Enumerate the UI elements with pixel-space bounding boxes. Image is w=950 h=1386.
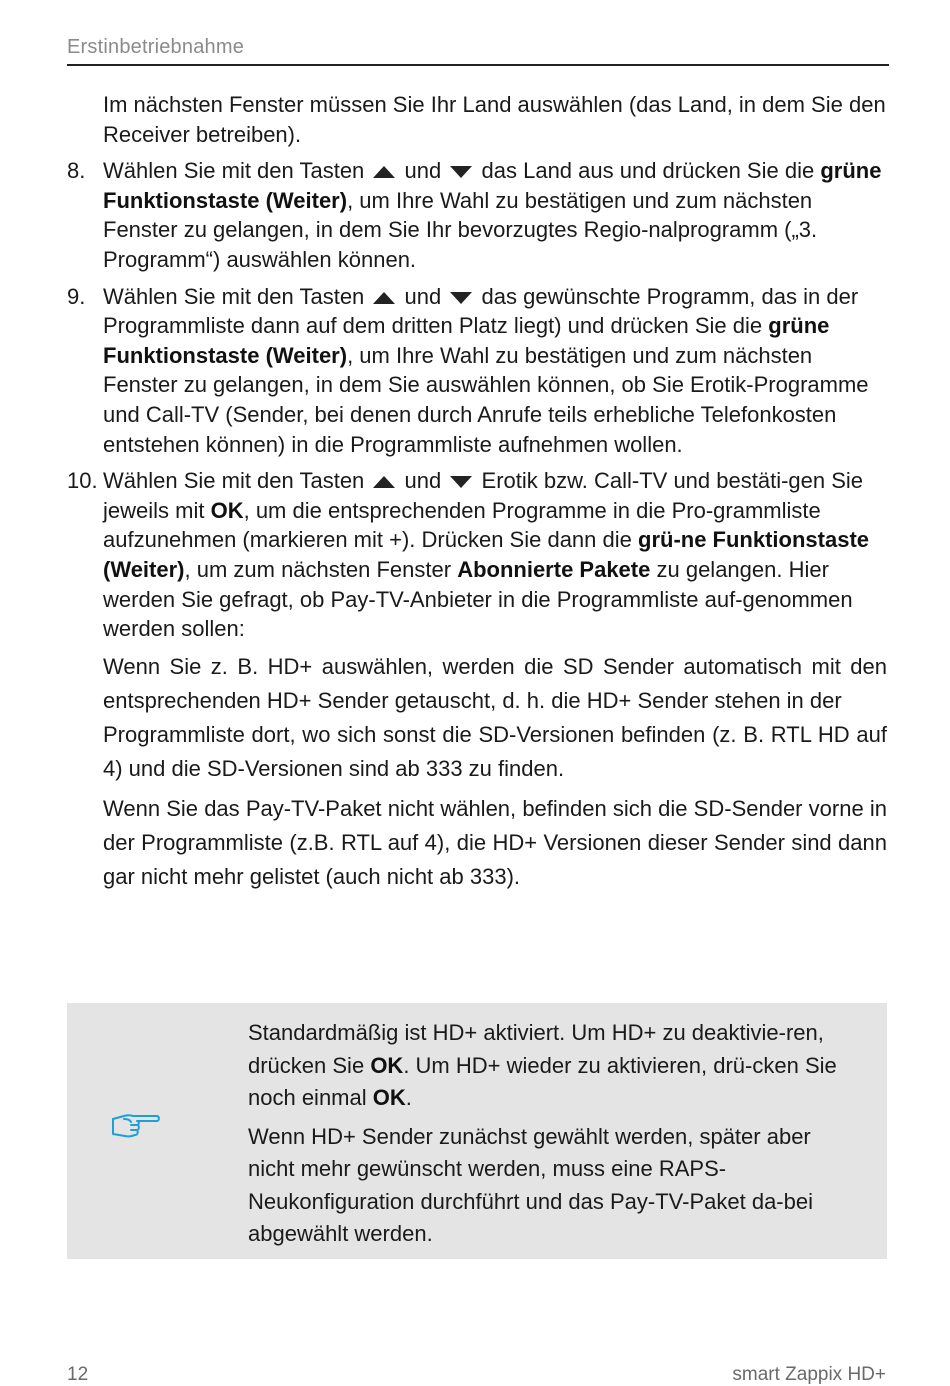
- note-text: [248, 1017, 858, 1251]
- note-box: [67, 1003, 887, 1259]
- step-text: Wählen Sie mit den Tasten: [103, 468, 365, 494]
- down-arrow-icon: [449, 475, 473, 489]
- bold-term: grüne Funktionstaste (Weiter): [103, 158, 882, 213]
- step-text: , um Ihre Wahl zu bestätigen und zum nächsten Fenster zu gelangen, in dem Sie Ihr bevorzugtes Regio-nalprogramm („3. Programm“) auswählen können.: [103, 187, 818, 272]
- step-text: Erotik bzw. Call-TV und bestäti-gen Sie jeweils mit: [103, 468, 864, 523]
- up-arrow-icon: [372, 165, 396, 179]
- pay-tv-paragraph: Wenn Sie das Pay-TV-Paket nicht wählen, befinden sich die SD-Sender vorne in der Programmliste (z.B. RTL auf 4), die HD+ Versionen dieser Sender sind dann gar nicht mehr gelistet (auch nicht ab 333).: [103, 795, 887, 889]
- hd-info-paragraph: [67, 650, 887, 786]
- step-text: , um zum nächsten Fenster: [184, 556, 452, 582]
- header-rule: [67, 64, 889, 66]
- bold-term: (Weiter): [103, 556, 185, 582]
- step-text: das gewünschte Programm, das in der Programmliste dann auf dem dritten Platz liegt) und drücken Sie die: [103, 283, 859, 339]
- step-number: 10.: [67, 468, 98, 494]
- note-paragraph-1: [248, 1017, 858, 1115]
- bold-term: grüne Funktionstaste (Weiter): [103, 313, 830, 368]
- bold-term: OK: [372, 1085, 406, 1110]
- bold-term: grü-ne Funktionstaste: [638, 527, 870, 553]
- page-body: [67, 90, 887, 894]
- down-arrow-icon: [449, 165, 473, 179]
- up-arrow-icon: [372, 475, 396, 489]
- step-text: , um Ihre Wahl zu bestätigen und zum nächsten Fenster zu gelangen, in dem Sie auswählen können, ob Sie Erotik-Programme und Call-TV (Sender, bei denen durch Anrufe teils erhebliche Telefonkosten entstehen können) in die Programmliste aufnehmen wollen.: [103, 342, 869, 457]
- note-text-span: .: [405, 1085, 412, 1110]
- step-text: Wählen Sie mit den Tasten: [103, 158, 365, 184]
- step-number: 8.: [67, 158, 86, 184]
- paragraph-text: Programmliste dort, wo sich sonst die SD-Versionen befinden (z. B. RTL HD auf 4) und die SD-Versionen sind ab 333 zu finden.: [103, 721, 887, 781]
- bold-term: Abonnierte Pakete: [457, 556, 651, 582]
- intro-paragraph: Im nächsten Fenster müssen Sie Ihr Land auswählen (das Land, in dem Sie den Receiver betreiben).: [103, 92, 886, 147]
- step-9: [67, 282, 887, 460]
- note-paragraph-2: Wenn HD+ Sender zunächst gewählt werden, später aber nicht mehr gewünscht werden, muss eine RAPS-Neukonfiguration durchführt und das Pay-TV-Paket da-bei abgewählt werden.: [248, 1123, 813, 1246]
- pointing-hand-icon: [111, 1111, 161, 1139]
- step-text: und: [404, 158, 442, 184]
- note-text-span: Standardmäßig ist HD+ aktiviert. Um HD+ zu deaktivie-ren, drücken Sie: [248, 1020, 824, 1078]
- section-header: Erstinbetriebnahme: [67, 36, 245, 58]
- step-text: , um die entsprechenden Programme in die Pro-grammliste aufzunehmen (markieren mit +). Drücken Sie dann die: [103, 497, 821, 553]
- page-number: 12: [67, 1364, 89, 1385]
- note-text-span: . Um HD+ wieder zu aktivieren, drü-cken Sie noch einmal: [248, 1052, 837, 1110]
- step-10: [67, 466, 887, 644]
- up-arrow-icon: [372, 291, 396, 305]
- step-text: Wählen Sie mit den Tasten: [103, 283, 365, 309]
- paragraph-text: Wenn Sie z. B. HD+ auswählen, werden die SD Sender automatisch mit den entsprechenden HD+ Sender getauscht, d. h. die HD+ Sender stehen in der: [103, 653, 887, 713]
- bold-term: OK: [210, 497, 244, 523]
- step-text: zu gelangen. Hier werden Sie gefragt, ob Pay-TV-Anbieter in die Programmliste auf-genommen werden sollen:: [103, 556, 853, 642]
- step-number: 9.: [67, 283, 86, 309]
- step-text: das Land aus und drücken Sie die: [481, 158, 815, 184]
- step-8: [67, 156, 887, 274]
- step-text: und: [404, 468, 442, 494]
- footer-product: smart Zappix HD+: [732, 1364, 886, 1385]
- step-text: und: [404, 283, 442, 309]
- bold-term: OK: [370, 1052, 404, 1078]
- down-arrow-icon: [449, 291, 473, 305]
